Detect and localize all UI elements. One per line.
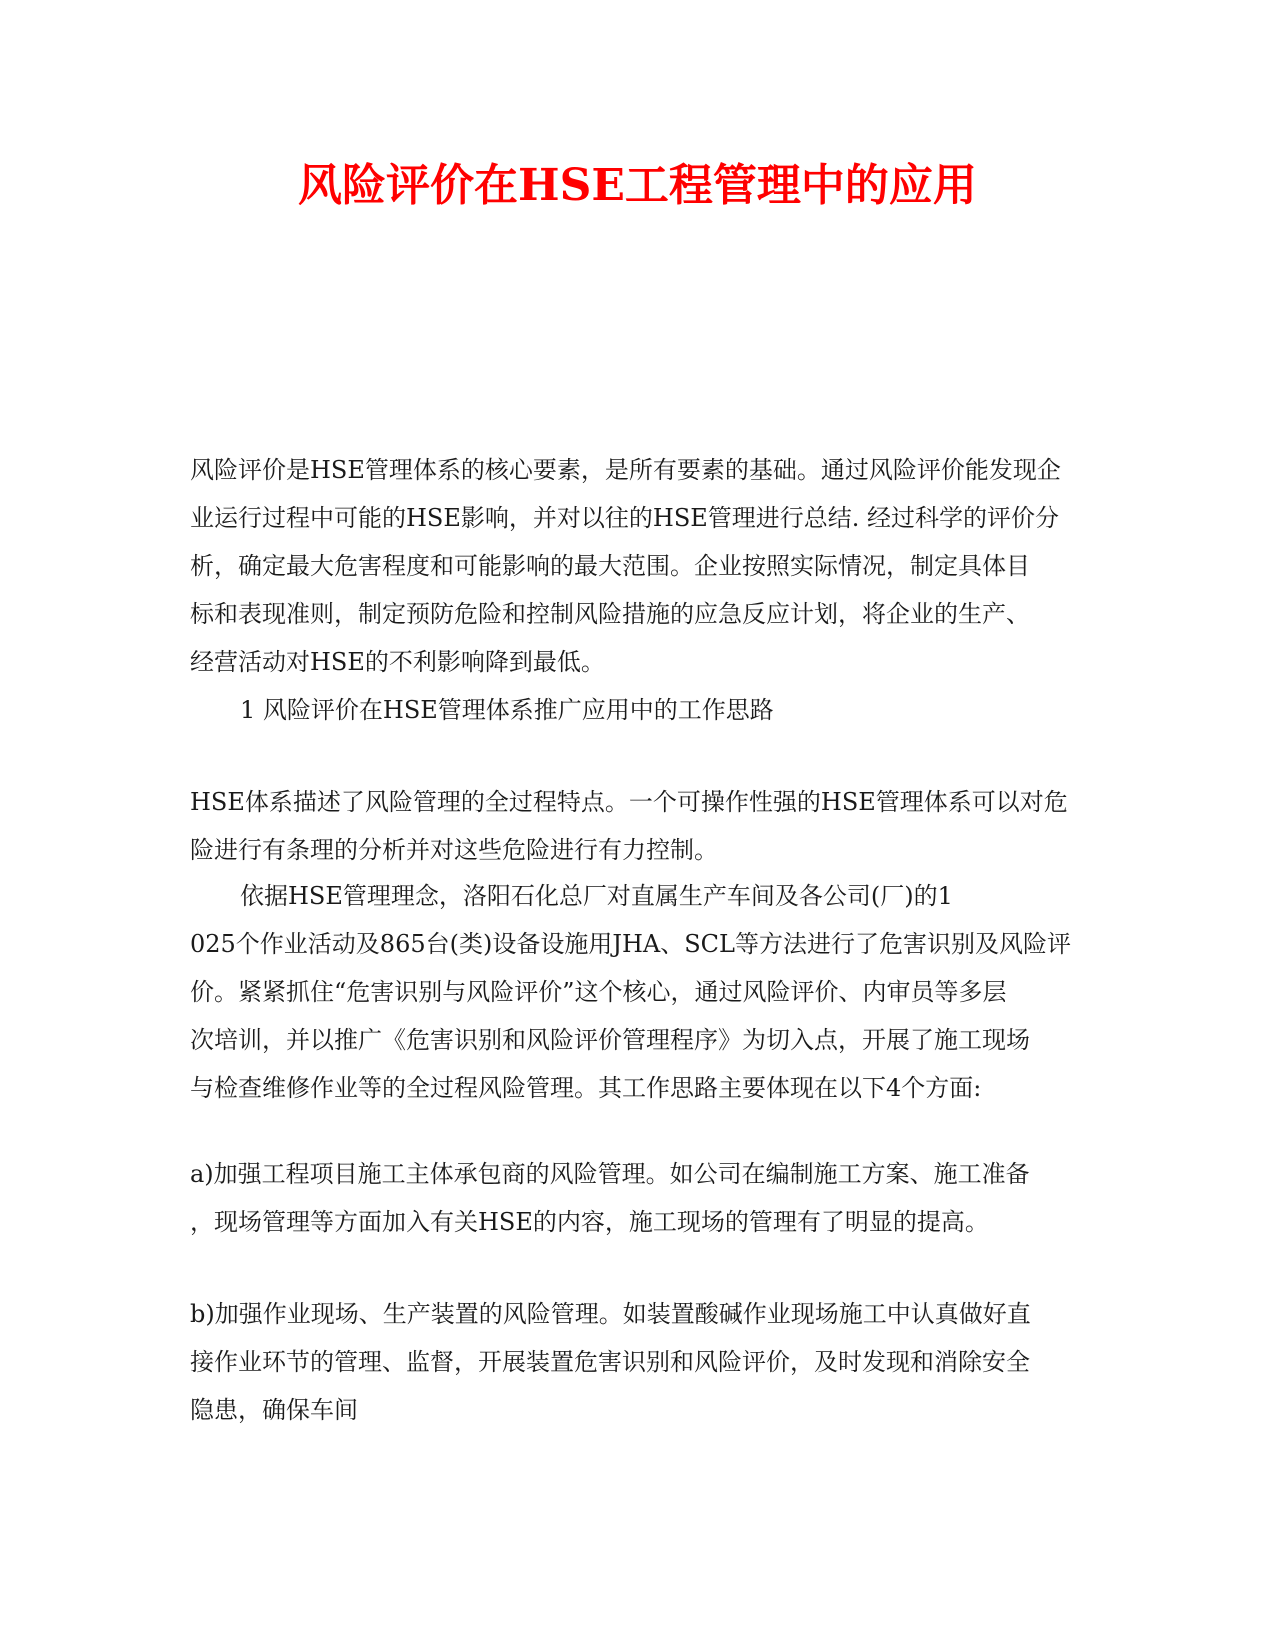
document-title: 风险评价在HSE工程管理中的应用	[298, 160, 977, 211]
text-line: 析，确定最大危害程度和可能影响的最大范围。企业按照实际情况，制定具体目	[190, 552, 1030, 580]
text-line: a)加强工程项目施工主体承包商的风险管理。如公司在编制施工方案、施工准备	[190, 1160, 1030, 1188]
text-line: 次培训，并以推广《危害识别和风险评价管理程序》为切入点，开展了施工现场	[190, 1026, 1030, 1054]
text-line: HSE体系描述了风险管理的全过程特点。一个可操作性强的HSE管理体系可以对危	[190, 788, 1068, 816]
text-line: b)加强作业现场、生产装置的风险管理。如装置酸碱作业现场施工中认真做好直	[190, 1300, 1031, 1328]
item-a-paragraph	[190, 1150, 1080, 1246]
text-line: 依据HSE管理理念，洛阳石化总厂对直属生产车间及各公司(厂)的1	[240, 882, 953, 910]
basis-paragraph	[190, 872, 1080, 1112]
text-line: 经营活动对HSE的不利影响降到最低。	[190, 648, 605, 676]
intro-paragraph	[190, 446, 1080, 686]
text-line: 风险评价是HSE管理体系的核心要素，是所有要素的基础。通过风险评价能发现企	[190, 456, 1061, 484]
text-line: 接作业环节的管理、监督，开展装置危害识别和风险评价，及时发现和消除安全	[190, 1348, 1030, 1376]
text-line: 标和表现准则，制定预防危险和控制风险措施的应急反应计划，将企业的生产、	[190, 600, 1030, 628]
heading-text: 1 风险评价在HSE管理体系推广应用中的工作思路	[240, 696, 774, 724]
section-heading	[240, 686, 1130, 734]
text-line: 险进行有条理的分析并对这些危险进行有力控制。	[190, 836, 718, 864]
system-paragraph	[190, 778, 1080, 874]
text-line: ，现场管理等方面加入有关HSE的内容，施工现场的管理有了明显的提高。	[190, 1208, 989, 1236]
item-b-paragraph	[190, 1290, 1080, 1434]
text-line: 025个作业活动及865台(类)设备设施用JHA、SCL等方法进行了危害识别及风险评	[190, 930, 1071, 958]
text-line: 价。紧紧抓住“危害识别与风险评价”这个核心，通过风险评价、内审员等多层	[190, 978, 1007, 1006]
text-line: 与检查维修作业等的全过程风险管理。其工作思路主要体现在以下4个方面:	[190, 1074, 982, 1102]
text-line: 业运行过程中可能的HSE影响，并对以往的HSE管理进行总结. 经过科学的评价分	[190, 504, 1060, 532]
text-line: 隐患，确保车间	[190, 1396, 358, 1424]
